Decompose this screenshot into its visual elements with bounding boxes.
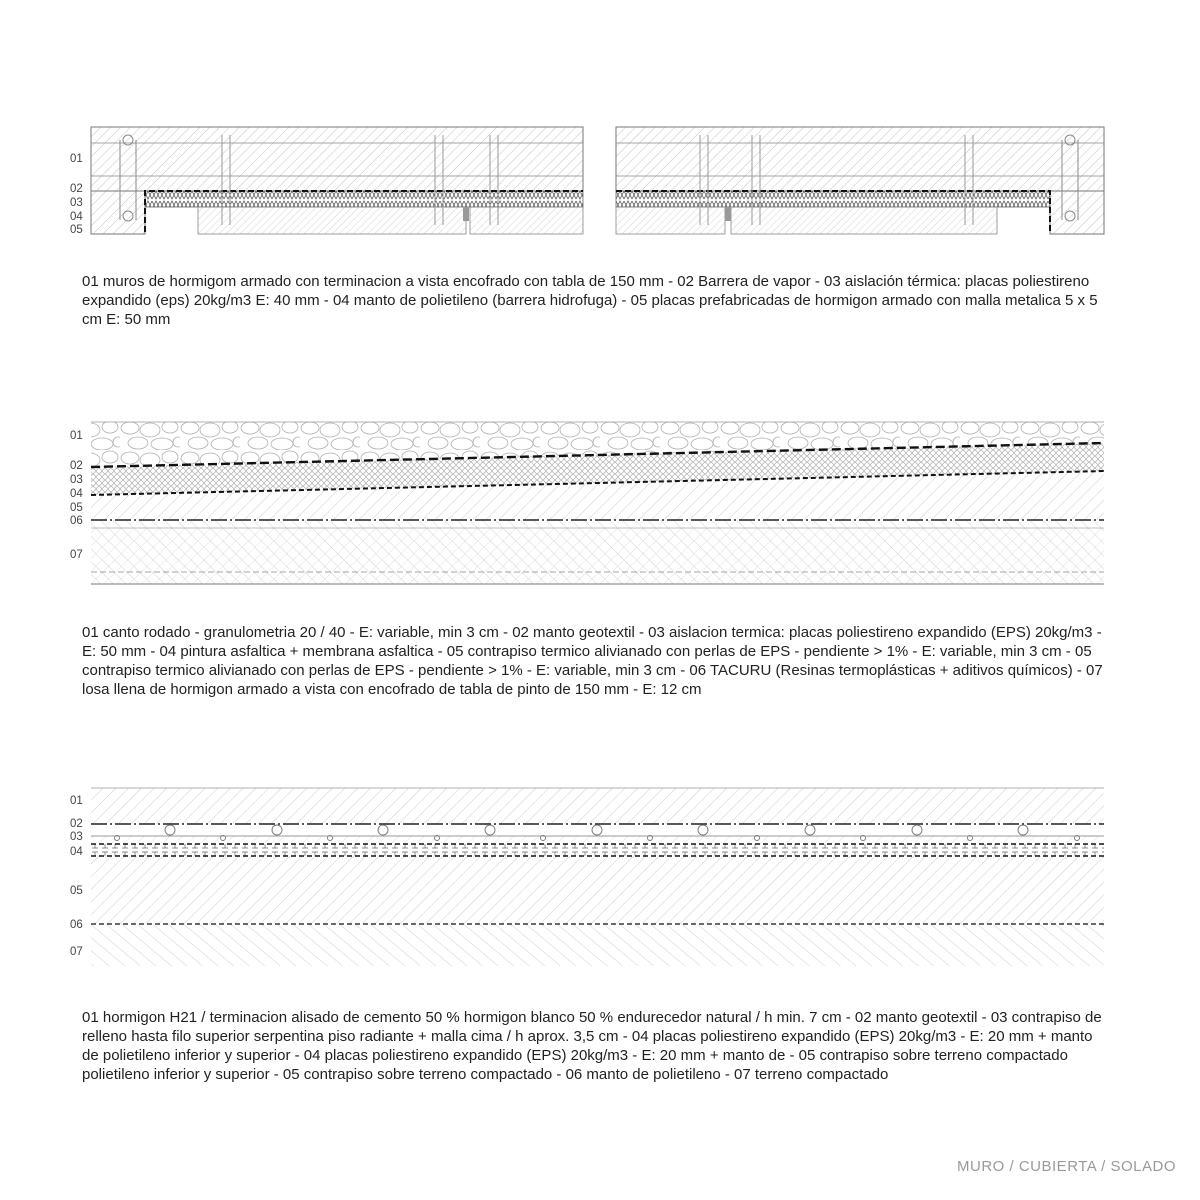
layer-label: 05 bbox=[70, 502, 83, 514]
layer-label: 04 bbox=[70, 211, 83, 223]
cubierta-description: 01 canto rodado - granulometria 20 / 40 - E: variable, min 3 cm - 02 manto geotextil - 03 aislacion termica: placas poliestireno expandido (EPS) 20kg/m3 - E: 50 mm - 04 pintura asfaltica + membrana asfaltica - 05 contrapiso termico alivianado con perlas de EPS - pendiente > 1% - E: variable, min 3 cm - 05 contrapiso termico alivianado con perlas de EPS - pendiente > 1% - E: variable, min 3 cm - 06 TACURU (Resinas termoplásticas + aditivos químicos) - 07 losa llena de hormigon armado a vista con encofrado de tabla de pinto de 150 mm - E: 12 cm bbox=[82, 624, 1103, 698]
layer-label: 05 bbox=[70, 885, 83, 897]
layer-label: 02 bbox=[70, 818, 83, 830]
layer-label: 01 bbox=[70, 795, 83, 807]
layer-label: 07 bbox=[70, 549, 83, 561]
layer-label: 04 bbox=[70, 846, 83, 858]
layer-label: 01 bbox=[70, 430, 83, 442]
layer-label: 02 bbox=[70, 460, 83, 472]
layer-label: 02 bbox=[70, 183, 83, 195]
layer-label: 07 bbox=[70, 946, 83, 958]
layer-label: 06 bbox=[70, 515, 83, 527]
layer-label: 03 bbox=[70, 831, 83, 843]
solado-description: 01 hormigon H21 / terminacion alisado de cemento 50 % hormigon blanco 50 % endurecedor natural / h min. 7 cm - 02 manto geotextil - 03 contrapiso de relleno hasta filo superior serpentina piso radiante + malla cima / h aprox. 3,5 cm - 04 placas poliestireno expandido (EPS) 20kg/m3 - E: 20 mm + manto de polietileno inferior y superior - 04 placas poliestireno expandido (EPS) 20kg/m3 - E: 20 mm + manto de - 05 contrapiso sobre terreno compactado polietileno inferior y superior - 05 contrapiso sobre terreno compactado - 06 manto de polietileno - 07 terreno compactado bbox=[82, 1009, 1102, 1083]
layer-label: 03 bbox=[70, 197, 83, 209]
page-footer-title: MURO / CUBIERTA / SOLADO bbox=[957, 1158, 1176, 1175]
layer-label: 03 bbox=[70, 474, 83, 486]
layer-label: 06 bbox=[70, 919, 83, 931]
muro-description: 01 muros de hormigom armado con terminacion a vista encofrado con tabla de 150 mm - 02 Barrera de vapor - 03 aislación térmica: placas poliestireno expandido (eps) 20kg/m3 E: 40 mm - 04 manto de polietileno (barrera hidrofuga) - 05 placas prefabricadas de hormigon armado con malla metalica 5 x 5 cm E: 50 mm bbox=[82, 273, 1098, 328]
layer-label: 01 bbox=[70, 153, 83, 165]
layer-label: 04 bbox=[70, 488, 83, 500]
layer-label: 05 bbox=[70, 224, 83, 236]
